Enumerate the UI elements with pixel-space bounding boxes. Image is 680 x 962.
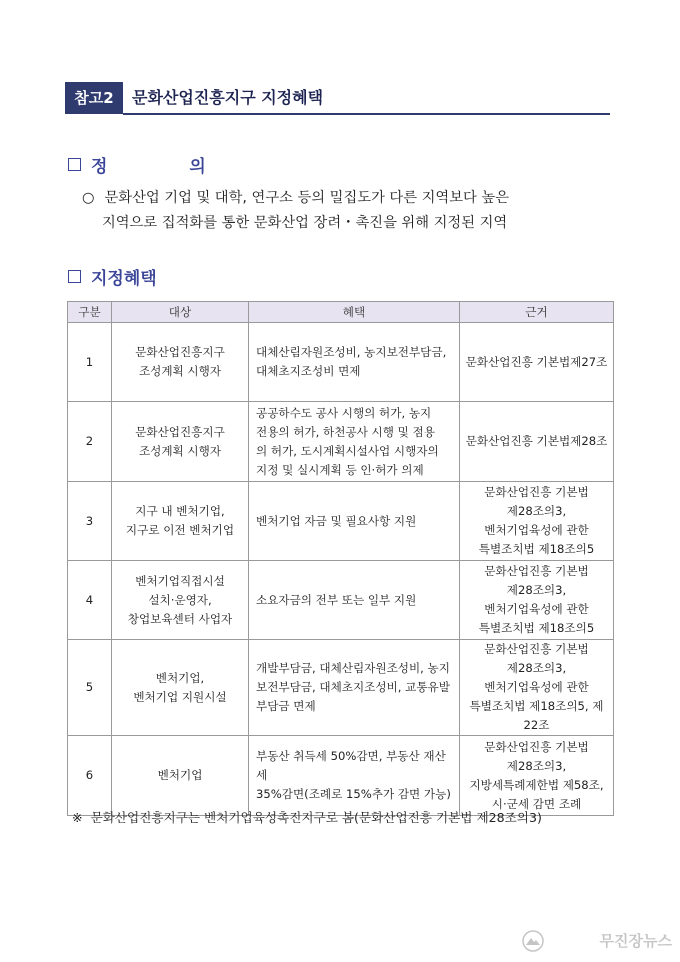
reference-mark-icon: ※ — [72, 810, 83, 825]
benefits-heading-text: 지정혜택 — [91, 269, 157, 289]
checkbox-square-icon — [68, 158, 81, 171]
watermark — [522, 926, 672, 956]
cell-benefit: 소요자금의 전부 또는 일부 지원 — [249, 561, 460, 640]
cell-target: 벤처기업직접시설 설치·운영자, 창업보육센터 사업자 — [112, 561, 249, 640]
mountain-logo-icon — [522, 930, 544, 952]
definition-line-2: 지역으로 집적화를 통한 문화산업 장려・촉진을 위해 지정된 지역 — [102, 215, 508, 231]
cell-target: 문화산업진흥지구 조성계획 시행자 — [112, 323, 249, 402]
definition-heading-text: 정 의 — [91, 157, 244, 177]
cell-no: 1 — [68, 323, 112, 402]
benefits-heading — [68, 264, 157, 289]
watermark-text: 무진장뉴스 — [599, 932, 672, 950]
definition-heading — [68, 152, 244, 177]
column-header-benefit: 혜택 — [249, 302, 460, 323]
cell-basis: 문화산업진흥 기본법 제28조의3, 벤처기업육성에 관한 특별조치법 제18조의5, 제22조 — [460, 640, 614, 736]
cell-basis: 문화산업진흥 기본법제27조 — [460, 323, 614, 402]
cell-basis: 문화산업진흥 기본법 제28조의3, 벤처기업육성에 관한 특별조치법 제18조의5 — [460, 561, 614, 640]
cell-benefit: 대체산림자원조성비, 농지보전부담금, 대체초지조성비 면제 — [249, 323, 460, 402]
header-underline — [123, 113, 610, 115]
cell-benefit: 벤처기업 자금 및 필요사항 지원 — [249, 482, 460, 561]
benefits-table — [67, 301, 614, 816]
cell-benefit: 개발부담금, 대체산림자원조성비, 농지 보전부담금, 대체초지조성비, 교통유발 부담금 면제 — [249, 640, 460, 736]
table-row — [68, 736, 614, 816]
cell-target: 벤처기업 — [112, 736, 249, 816]
definition-paragraph — [82, 186, 617, 236]
column-header-basis: 근거 — [460, 302, 614, 323]
table-row — [68, 402, 614, 482]
column-header-no: 구분 — [68, 302, 112, 323]
footnote — [72, 807, 542, 826]
cell-no: 2 — [68, 402, 112, 482]
cell-target: 벤처기업, 벤처기업 지원시설 — [112, 640, 249, 736]
column-header-target: 대상 — [112, 302, 249, 323]
cell-target: 문화산업진흥지구 조성계획 시행자 — [112, 402, 249, 482]
cell-benefit: 공공하수도 공사 시행의 허가, 농지 전용의 허가, 하천공사 시행 및 점용 의 허가, 도시계획시설사업 시행자의 지정 및 실시계획 등 인·허가 의제 — [249, 402, 460, 482]
table-row — [68, 561, 614, 640]
cell-no: 6 — [68, 736, 112, 816]
cell-target: 지구 내 벤처기업, 지구로 이전 벤처기업 — [112, 482, 249, 561]
checkbox-square-icon — [68, 270, 81, 283]
definition-line-1: 문화산업 기업 및 대학, 연구소 등의 밀집도가 다른 지역보다 높은 — [104, 190, 510, 206]
cell-no: 4 — [68, 561, 112, 640]
table-header-row — [68, 302, 614, 323]
cell-basis: 문화산업진흥 기본법 제28조의3, 지방세특례제한법 제58조, 시·군세 감면 조례 — [460, 736, 614, 816]
reference-tag: 참고2 — [65, 82, 123, 114]
reference-title: 문화산업진흥지구 지정혜택 — [132, 88, 324, 107]
circle-bullet-icon: ○ — [82, 190, 95, 206]
cell-basis: 문화산업진흥 기본법제28조 — [460, 402, 614, 482]
cell-benefit: 부동산 취득세 50%감면, 부동산 재산세 35%감면(조례로 15%추가 감면 가능) — [249, 736, 460, 816]
reference-header — [65, 82, 610, 114]
footnote-text: 문화산업진흥지구는 벤처기업육성촉진지구로 봄(문화산업진흥 기본법 제28조의3) — [90, 810, 542, 825]
cell-basis: 문화산업진흥 기본법 제28조의3, 벤처기업육성에 관한 특별조치법 제18조의5 — [460, 482, 614, 561]
table-row — [68, 640, 614, 736]
cell-no: 5 — [68, 640, 112, 736]
cell-no: 3 — [68, 482, 112, 561]
table-row — [68, 323, 614, 402]
table-row — [68, 482, 614, 561]
